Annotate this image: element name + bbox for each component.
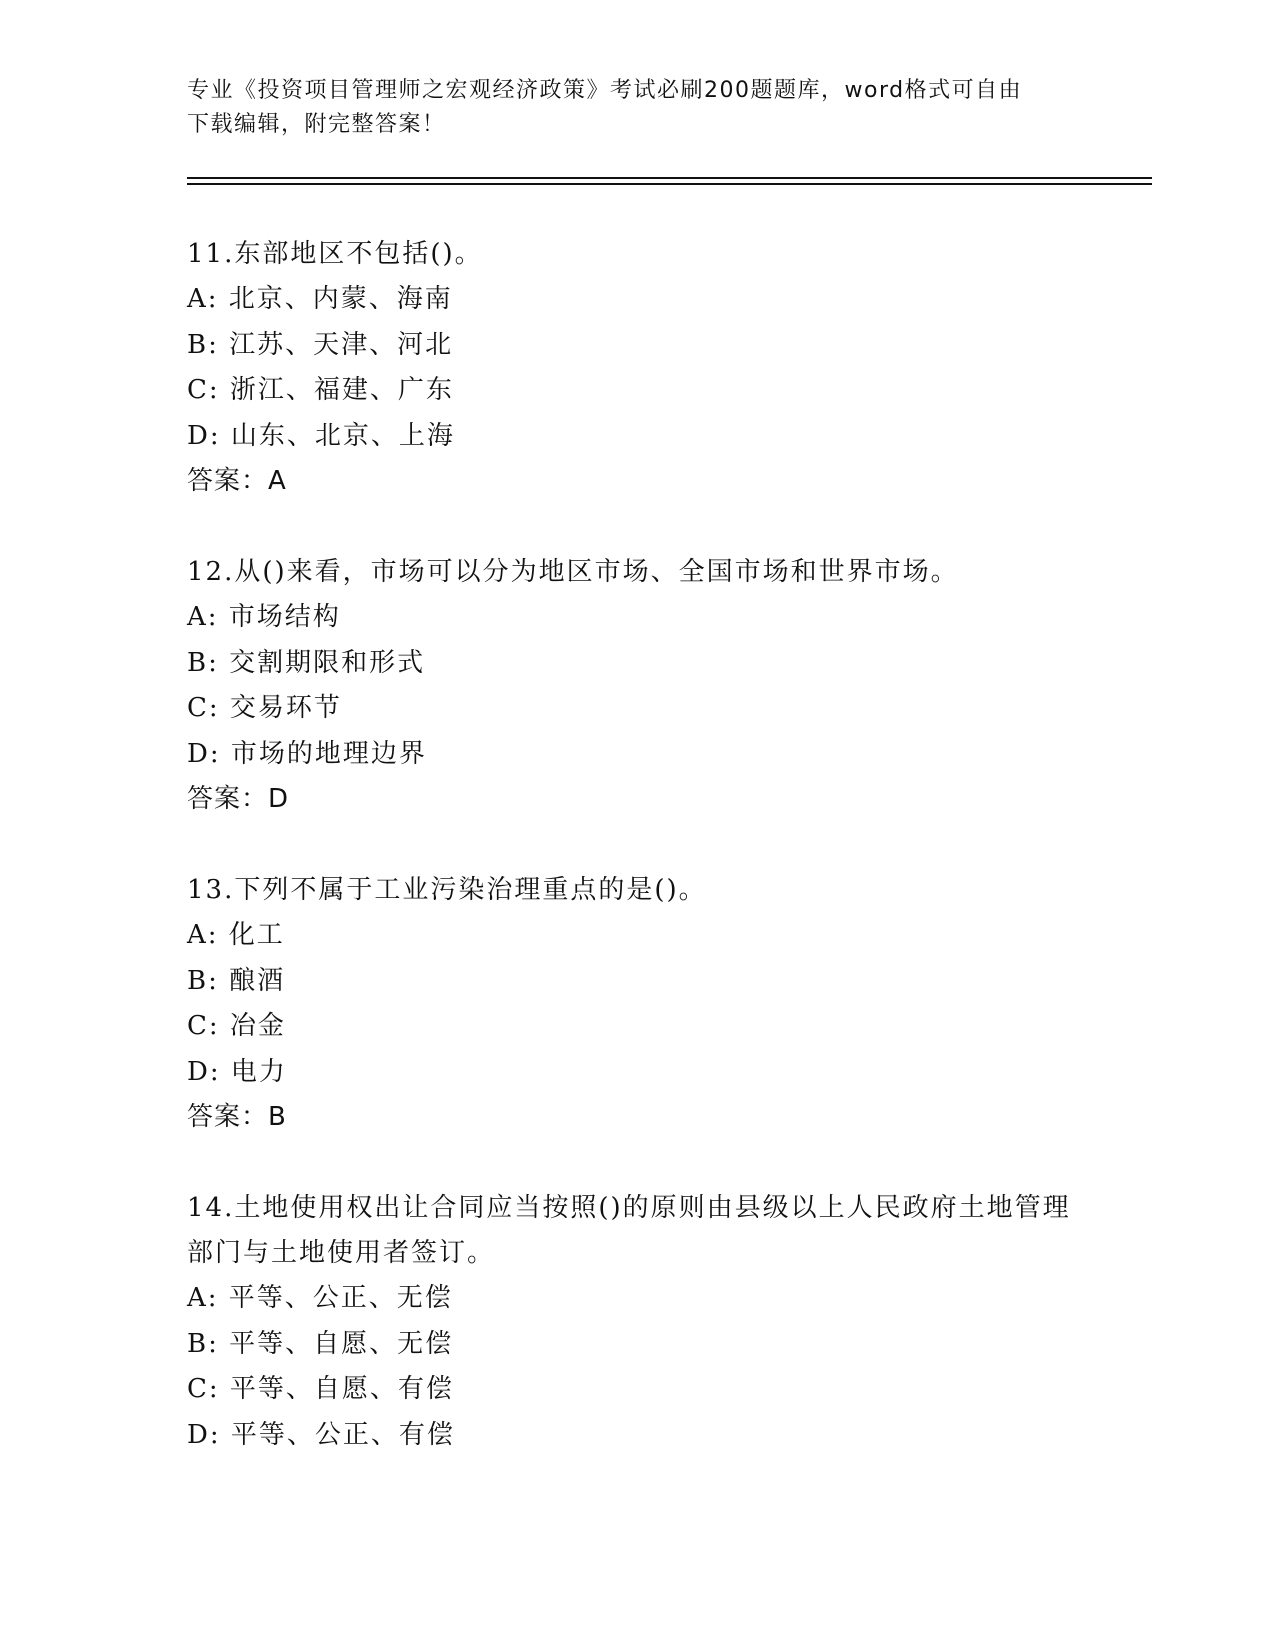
option-c: C: 平等、自愿、有偿 bbox=[187, 1374, 454, 1404]
option-b: B: 酿酒 bbox=[187, 965, 286, 996]
option-d: D: 山东、北京、上海 bbox=[187, 420, 455, 451]
option-a: A: 化工 bbox=[187, 920, 285, 950]
option-d: D: 市场的地理边界 bbox=[187, 738, 427, 769]
header-divider-bottom bbox=[187, 183, 1152, 185]
question-stem: 11.东部地区不包括()。 bbox=[187, 239, 483, 269]
option-d: D: 电力 bbox=[187, 1056, 287, 1087]
option-a: A: 平等、公正、无偿 bbox=[187, 1283, 453, 1313]
answer: 答案：B bbox=[187, 1102, 287, 1132]
option-d: D: 平等、公正、有偿 bbox=[187, 1419, 455, 1450]
option-c: C: 冶金 bbox=[187, 1011, 286, 1041]
option-a: A: 北京、内蒙、海南 bbox=[187, 284, 453, 314]
option-b: B: 平等、自愿、无偿 bbox=[187, 1328, 454, 1359]
header-line-2: 下载编辑，附完整答案！ bbox=[187, 112, 446, 137]
question-11 bbox=[187, 232, 1087, 504]
question-stem: 13.下列不属于工业污染治理重点的是()。 bbox=[187, 875, 707, 905]
header-divider-top bbox=[187, 177, 1152, 179]
question-13 bbox=[187, 868, 1087, 1140]
option-c: C: 浙江、福建、广东 bbox=[187, 375, 454, 405]
option-a: A: 市场结构 bbox=[187, 602, 341, 632]
answer: 答案：D bbox=[187, 784, 290, 814]
question-stem: 12.从()来看，市场可以分为地区市场、全国市场和世界市场。 bbox=[187, 557, 959, 587]
question-12 bbox=[187, 550, 1087, 822]
document-header bbox=[187, 74, 1067, 142]
answer: 答案：A bbox=[187, 466, 287, 496]
option-c: C: 交易环节 bbox=[187, 693, 342, 723]
question-14 bbox=[187, 1186, 1087, 1458]
question-stem: 14.土地使用权出让合同应当按照()的原则由县级以上人民政府土地管理部门与土地使用者签订。 bbox=[187, 1193, 1071, 1268]
option-b: B: 江苏、天津、河北 bbox=[187, 329, 454, 360]
header-line-1: 专业《投资项目管理师之宏观经济政策》考试必刷200题题库，word格式可自由 bbox=[187, 78, 1023, 103]
option-b: B: 交割期限和形式 bbox=[187, 647, 426, 678]
